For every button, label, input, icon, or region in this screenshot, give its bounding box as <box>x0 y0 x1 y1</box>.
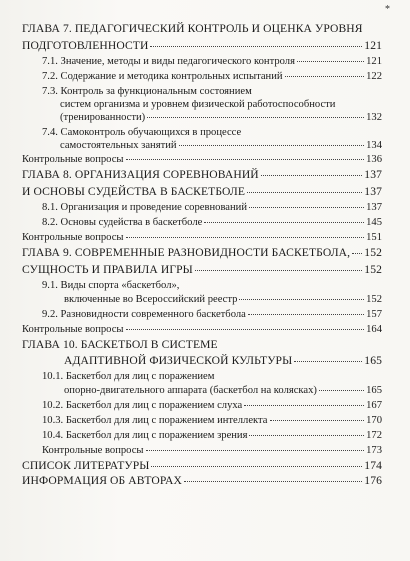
toc-entry-page: 152 <box>364 263 382 276</box>
toc-entry <box>22 153 382 166</box>
toc-entry-page: 137 <box>366 202 382 213</box>
toc-entry-text: СУЩНОСТЬ И ПРАВИЛА ИГРЫ <box>22 263 193 276</box>
toc-entry-text: ГЛАВА 9. СОВРЕМЕННЫЕ РАЗНОВИДНОСТИ БАСКЕТБОЛА, <box>22 246 351 259</box>
toc-entry-text: систем организма и уровнем физической работоспособности <box>60 99 336 110</box>
toc-entry-page: 173 <box>366 445 382 456</box>
toc-entry-page: 121 <box>366 56 382 67</box>
toc-entry-text: 7.2. Содержание и методика контрольных испытаний <box>42 71 283 82</box>
toc-entry-page: 136 <box>366 154 382 165</box>
toc-entry-text: 7.1. Значение, методы и виды педагогического контроля <box>42 56 295 67</box>
toc-entry-text: 7.4. Самоконтроль обучающихся в процессе <box>42 127 242 138</box>
toc-entry <box>42 444 382 457</box>
toc-entry-text: самостоятельных занятий <box>60 140 177 151</box>
toc-entry-text: 9.2. Разновидности современного баскетбола <box>42 309 246 320</box>
toc-entry-text: 10.2. Баскетбол для лиц с поражением слуха <box>42 400 243 411</box>
toc-entry <box>22 323 382 336</box>
toc-entry-page: 132 <box>366 112 382 123</box>
toc-entry <box>22 338 382 351</box>
toc-entry <box>22 263 382 276</box>
toc-entry <box>60 139 382 152</box>
toc-entry <box>42 399 382 412</box>
toc-entry <box>42 279 382 292</box>
toc-entry-text: И ОСНОВЫ СУДЕЙСТВА В БАСКЕТБОЛЕ <box>22 185 246 198</box>
toc-entry <box>22 185 382 198</box>
toc-entry-text: ГЛАВА 7. ПЕДАГОГИЧЕСКИЙ КОНТРОЛЬ И ОЦЕНКА УРОВНЯ <box>22 22 363 35</box>
toc-entry-page: 152 <box>366 294 382 305</box>
toc-entry-text: Контрольные вопросы <box>22 232 124 243</box>
toc-entry <box>42 370 382 383</box>
toc-entry <box>22 231 382 244</box>
toc-entry-page: 170 <box>366 415 382 426</box>
toc-entry-text: Контрольные вопросы <box>22 154 124 165</box>
toc-entry-text: ИНФОРМАЦИЯ ОБ АВТОРАХ <box>22 474 182 487</box>
toc-entry-text: 10.1. Баскетбол для лиц с поражением <box>42 371 215 382</box>
toc-entry-page: 176 <box>364 474 382 487</box>
toc-entry-text: 7.3. Контроль за функциональным состоянием <box>42 86 252 97</box>
corner-mark: * <box>385 4 390 15</box>
toc-entry <box>22 474 382 487</box>
toc-entry-page: 121 <box>364 39 382 52</box>
toc-entry-text: (тренированности) <box>60 112 146 123</box>
toc-entry <box>22 39 382 52</box>
toc-entry <box>42 126 382 139</box>
toc-entry-text: 9.1. Виды спорта «баскетбол», <box>42 280 180 291</box>
toc-entry <box>64 354 382 367</box>
toc-entry-text: 10.3. Баскетбол для лиц с поражением интеллекта <box>42 415 268 426</box>
toc-entry <box>42 216 382 229</box>
toc-entry-page: 165 <box>364 354 382 367</box>
toc-entry-page: 137 <box>364 168 382 181</box>
toc-entry <box>60 98 382 111</box>
toc-entry <box>22 22 382 35</box>
toc-entry <box>42 414 382 427</box>
toc-entry-page: 151 <box>366 232 382 243</box>
toc-entry-text: включенные во Всероссийский реестр <box>64 294 238 305</box>
toc-entry-text: ГЛАВА 10. БАСКЕТБОЛ В СИСТЕМЕ <box>22 338 218 351</box>
toc-entry-text: 8.2. Основы судейства в баскетболе <box>42 217 203 228</box>
toc-entry-page: 145 <box>366 217 382 228</box>
toc-entry <box>42 55 382 68</box>
toc-entry-page: 164 <box>366 324 382 335</box>
toc-entry-text: ПОДГОТОВЛЕННОСТИ <box>22 39 149 52</box>
toc-entry-page: 172 <box>366 430 382 441</box>
toc-entry-text: 10.4. Баскетбол для лиц с поражением зрения <box>42 430 248 441</box>
toc-entry <box>42 70 382 83</box>
toc-entry <box>60 111 382 124</box>
toc-entry <box>22 246 382 259</box>
toc-entry-page: 167 <box>366 400 382 411</box>
toc-entry-text: ГЛАВА 8. ОРГАНИЗАЦИЯ СОРЕВНОВАНИЙ <box>22 168 259 181</box>
toc-entry <box>64 384 382 397</box>
toc-entry <box>42 429 382 442</box>
toc-entry-page: 157 <box>366 309 382 320</box>
toc-entry <box>42 201 382 214</box>
toc-entry <box>22 168 382 181</box>
toc-entry-page: 165 <box>366 385 382 396</box>
toc-entry <box>22 459 382 472</box>
toc-entry <box>42 85 382 98</box>
toc-entry-page: 134 <box>366 140 382 151</box>
toc-entry-text: СПИСОК ЛИТЕРАТУРЫ <box>22 459 150 472</box>
toc-entry-text: 8.1. Организация и проведение соревнований <box>42 202 248 213</box>
toc-entry-page: 174 <box>364 459 382 472</box>
toc-entry-text: Контрольные вопросы <box>22 324 124 335</box>
toc-entry-page: 122 <box>366 71 382 82</box>
toc-entry <box>42 308 382 321</box>
toc-entry-text: опорно-двигательного аппарата (баскетбол на колясках) <box>64 385 317 396</box>
toc-entry-page: 137 <box>364 185 382 198</box>
toc-entry <box>64 293 382 306</box>
toc-entry-text: АДАПТИВНОЙ ФИЗИЧЕСКОЙ КУЛЬТУРЫ <box>64 354 293 367</box>
toc-entry-page: 152 <box>364 246 382 259</box>
toc-entry-text: Контрольные вопросы <box>42 445 144 456</box>
